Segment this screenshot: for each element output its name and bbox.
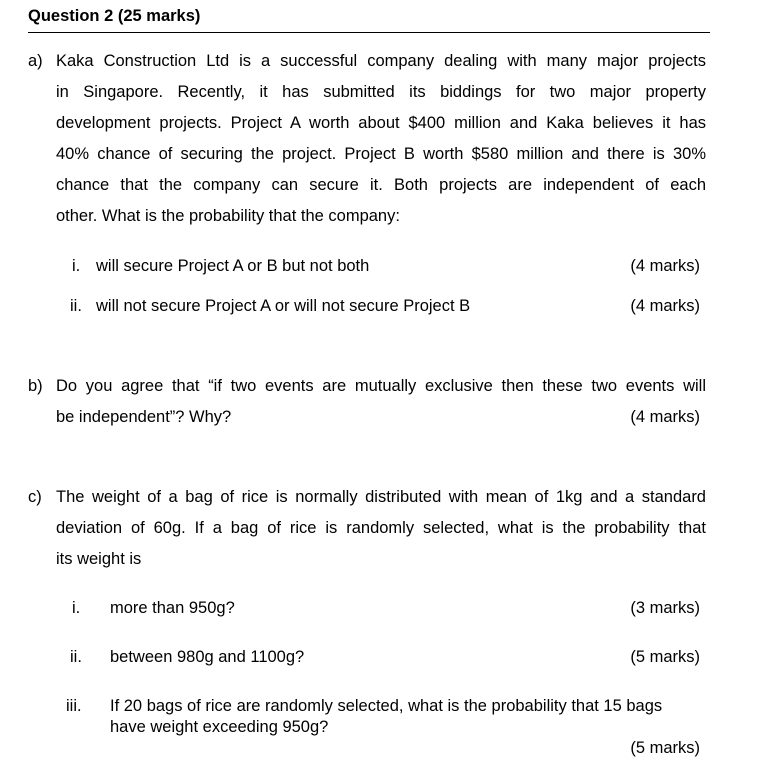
part-a-line-2: in Singapore. Recently, it has submitted its biddings for two major property: [56, 83, 706, 101]
part-a-line-1: Kaka Construction Ltd is a successful company dealing with many major projects: [56, 52, 706, 70]
part-c-item-2-text: between 980g and 1100g?: [110, 648, 305, 666]
part-c-item-2-label: ii.: [70, 648, 82, 666]
part-a-item-1-label: i.: [72, 257, 81, 275]
part-a-line-5: chance that the company can secure it. Both projects are independent of each: [56, 176, 706, 194]
part-a-label: a): [28, 52, 43, 70]
part-b-line-1: Do you agree that “if two events are mutually exclusive then these two events will: [56, 377, 706, 395]
part-b-marks: (4 marks): [630, 408, 700, 426]
part-c-item-3-line-2: have weight exceeding 950g?: [110, 718, 329, 736]
part-c-item-3-line-1: If 20 bags of rice are randomly selected, what is the probability that 15 bags: [110, 697, 663, 715]
part-c-item-3-label: iii.: [66, 697, 82, 715]
part-c-item-3-marks: (5 marks): [630, 739, 700, 757]
part-c-item-2-marks: (5 marks): [630, 648, 700, 666]
question-title: Question 2 (25 marks): [28, 7, 201, 25]
part-a-item-2-text: will not secure Project A or will not secure Project B: [96, 297, 471, 315]
part-c-item-1-text: more than 950g?: [110, 599, 235, 617]
part-c-item-1-label: i.: [72, 599, 81, 617]
part-a-line-4: 40% chance of securing the project. Project B worth $580 million and there is 30%: [56, 145, 706, 163]
part-a-item-1-text: will secure Project A or B but not both: [96, 257, 370, 275]
part-c-label: c): [28, 488, 42, 506]
part-b-label: b): [28, 377, 43, 395]
part-c-item-1-marks: (3 marks): [630, 599, 700, 617]
title-underline: [28, 32, 710, 33]
part-c-line-3: its weight is: [56, 550, 142, 568]
part-a-item-2-marks: (4 marks): [630, 297, 700, 315]
part-c-line-2: deviation of 60g. If a bag of rice is randomly selected, what is the probability that: [56, 519, 706, 537]
part-a-line-3: development projects. Project A worth about $400 million and Kaka believes it has: [56, 114, 706, 132]
part-a-item-2-label: ii.: [70, 297, 82, 315]
part-c-line-1: The weight of a bag of rice is normally distributed with mean of 1kg and a standard: [56, 488, 706, 506]
part-a-item-1-marks: (4 marks): [630, 257, 700, 275]
part-b-line-2: be independent”? Why?: [56, 408, 232, 426]
part-a-line-6: other. What is the probability that the company:: [56, 207, 400, 225]
